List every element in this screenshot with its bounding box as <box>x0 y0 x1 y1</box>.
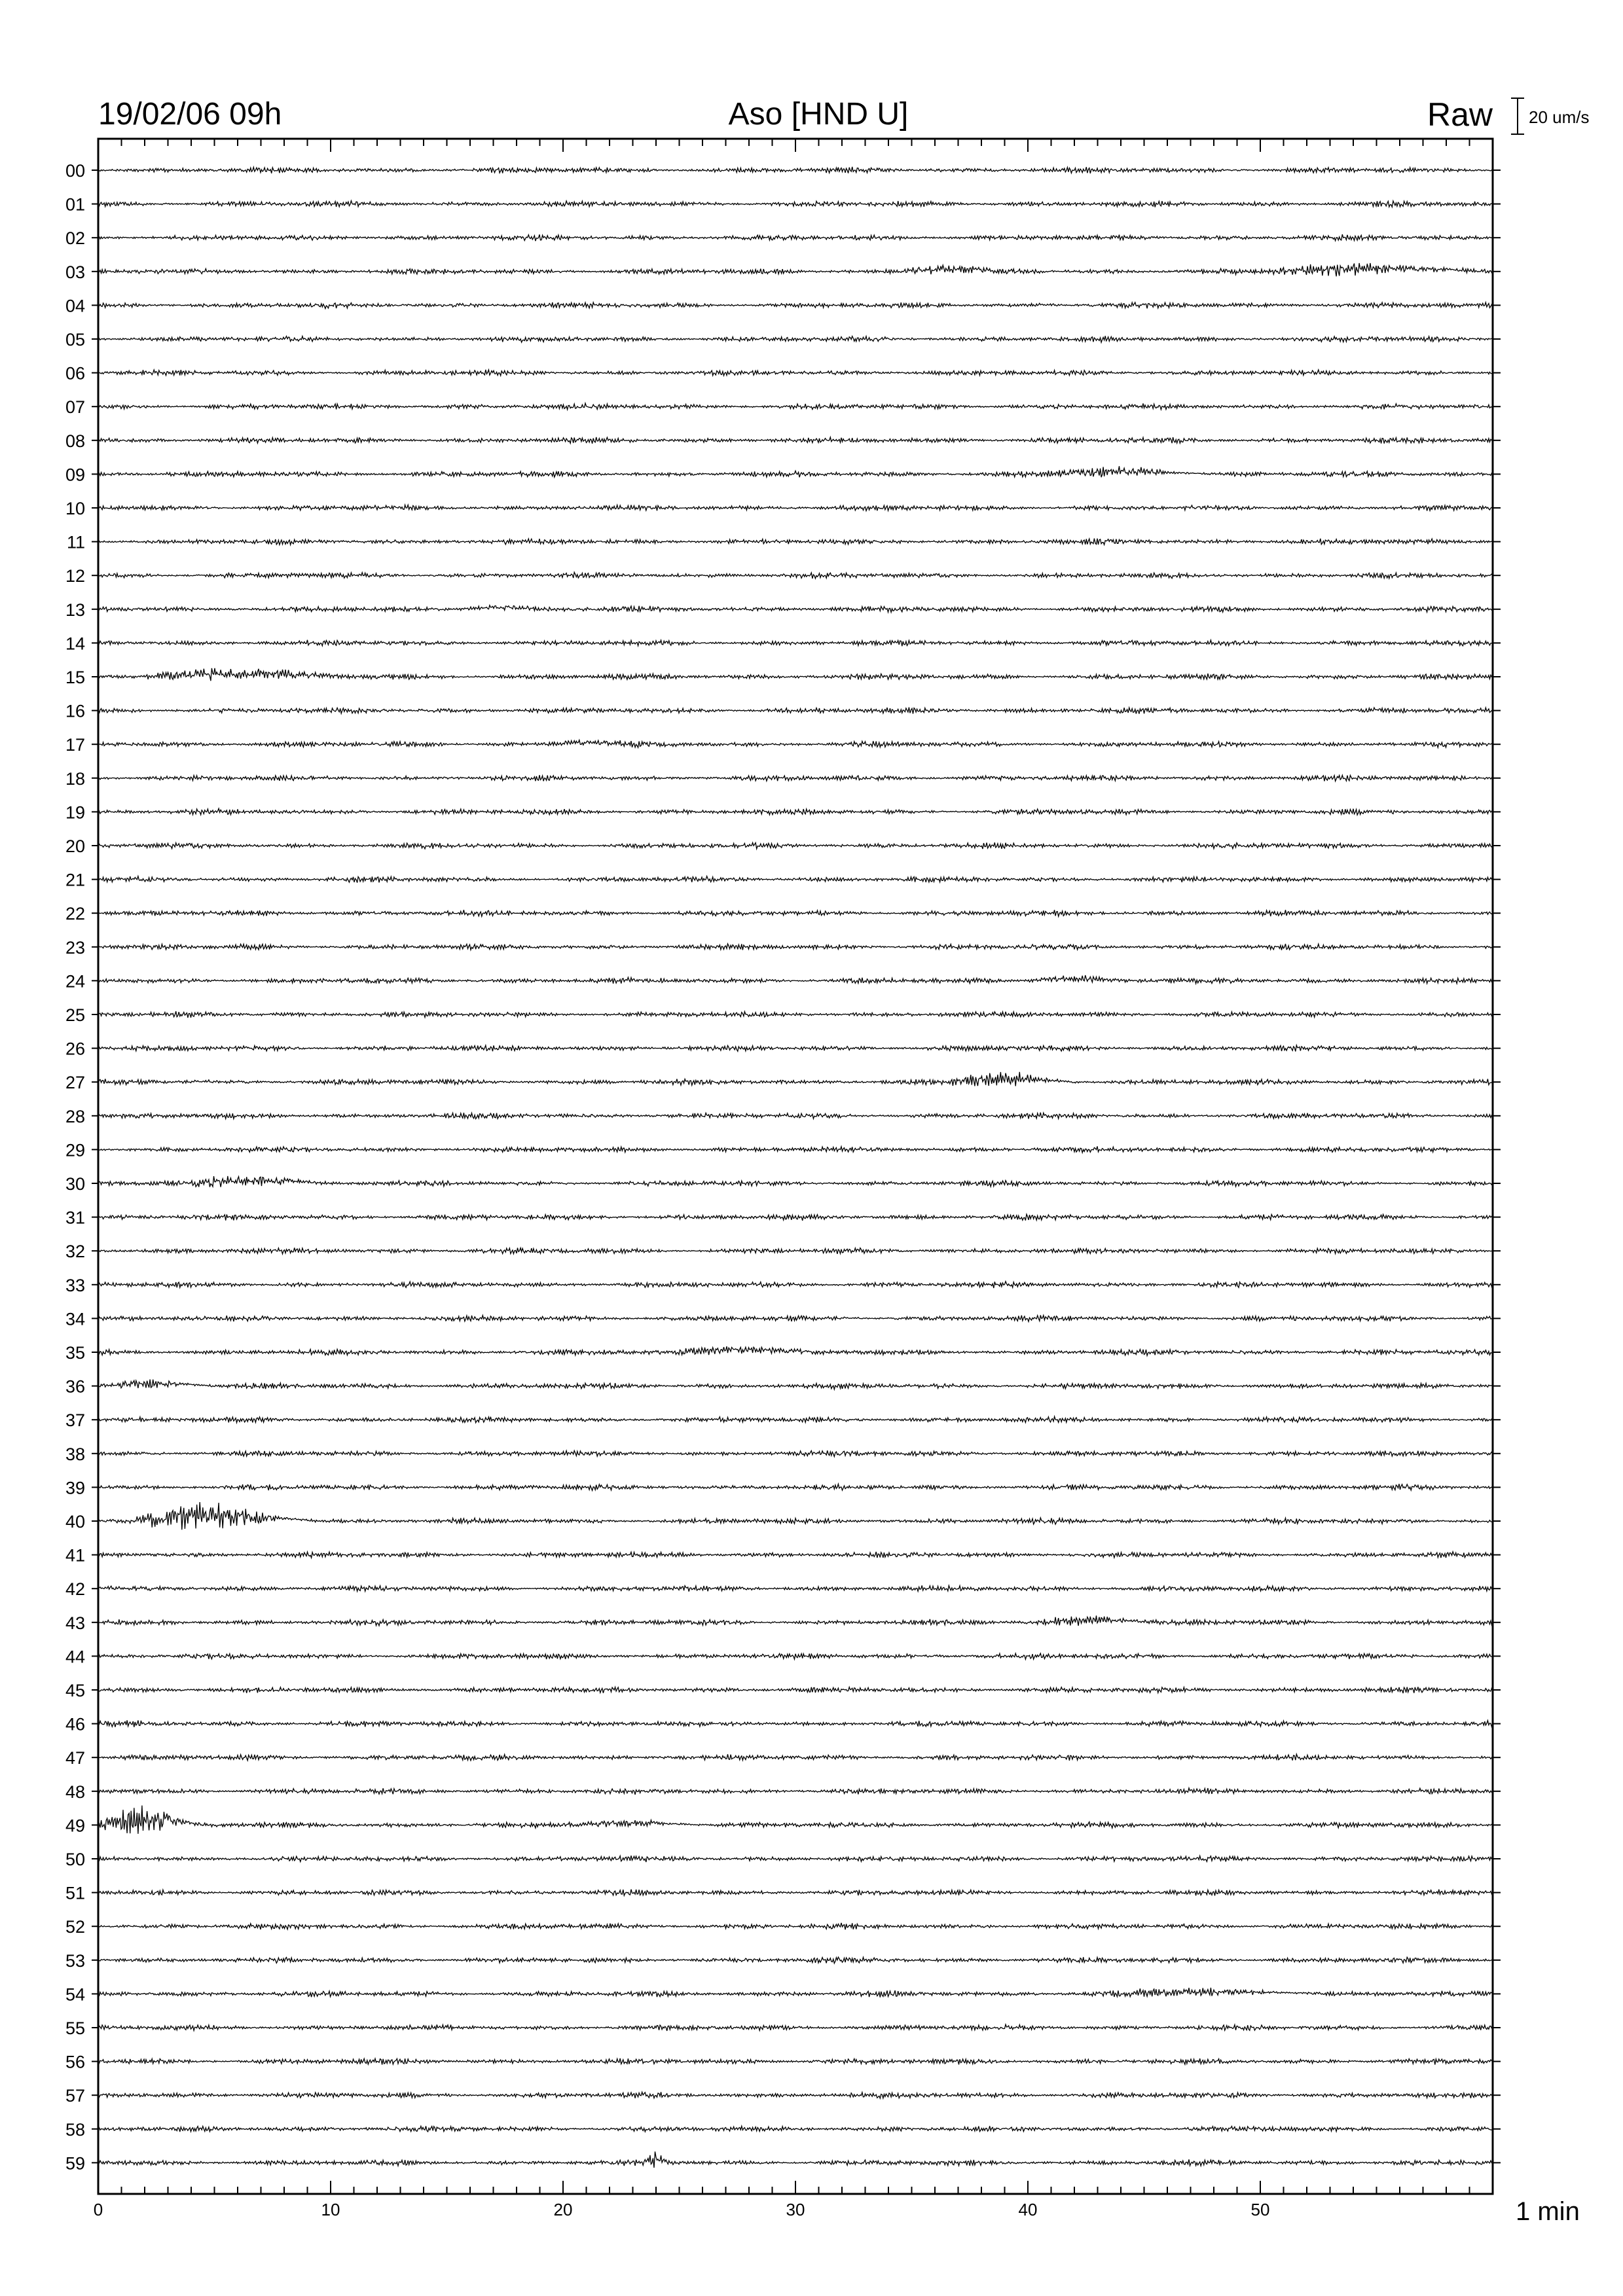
trace-line <box>98 2058 1493 2065</box>
row-label: 15 <box>65 668 85 687</box>
trace-line <box>98 2151 1493 2168</box>
row-label: 14 <box>65 634 85 654</box>
trace-line <box>98 842 1493 849</box>
trace-line <box>98 1502 1493 1530</box>
trace-line <box>98 910 1493 916</box>
row-label: 47 <box>65 1748 85 1768</box>
row-label: 35 <box>65 1343 85 1363</box>
x-tick-label: 40 <box>1018 2200 1038 2219</box>
trace-line <box>98 1687 1493 1693</box>
row-label: 28 <box>65 1106 85 1126</box>
row-label: 58 <box>65 2119 85 2140</box>
trace-line <box>98 975 1493 984</box>
trace-line <box>98 1653 1493 1659</box>
row-label: 30 <box>65 1174 85 1194</box>
trace-line <box>98 1484 1493 1490</box>
trace-line <box>98 336 1493 342</box>
row-label: 56 <box>65 2052 85 2072</box>
trace-line <box>98 1890 1493 1896</box>
row-label: 59 <box>65 2153 85 2174</box>
row-label: 37 <box>65 1410 85 1431</box>
header-datetime: 19/02/06 09h <box>98 97 282 132</box>
row-label: 00 <box>65 161 85 181</box>
row-label: 22 <box>65 904 85 924</box>
trace-line <box>98 1923 1493 1929</box>
trace-line <box>98 808 1493 815</box>
trace-line <box>98 1450 1493 1456</box>
header-station-title: Aso [HND U] <box>728 97 909 132</box>
trace-line <box>98 2126 1493 2132</box>
row-label: 27 <box>65 1073 85 1093</box>
trace-line <box>98 944 1493 950</box>
trace-line <box>98 1754 1493 1761</box>
row-label: 08 <box>65 431 85 451</box>
trace-line <box>98 1585 1493 1591</box>
trace-line <box>98 167 1493 173</box>
row-label: 04 <box>65 296 85 316</box>
trace-line <box>98 302 1493 309</box>
trace-line <box>98 201 1493 207</box>
trace-line <box>98 1247 1493 1254</box>
trace-line <box>98 1957 1493 1964</box>
row-label: 03 <box>65 262 85 282</box>
row-label: 01 <box>65 194 85 215</box>
trace-line <box>98 466 1493 477</box>
row-label: 54 <box>65 1984 85 2005</box>
row-label: 16 <box>65 701 85 721</box>
trace-line <box>98 1988 1493 1998</box>
trace-line <box>98 437 1493 444</box>
seismic-traces <box>98 167 1493 2168</box>
trace-line <box>98 1146 1493 1153</box>
trace-line <box>98 1214 1493 1221</box>
trace-line <box>98 740 1493 748</box>
row-label: 41 <box>65 1545 85 1566</box>
row-label: 38 <box>65 1444 85 1464</box>
row-label: 06 <box>65 363 85 384</box>
trace-line <box>98 370 1493 376</box>
row-label: 55 <box>65 2018 85 2038</box>
row-label: 40 <box>65 1512 85 1532</box>
row-label: 10 <box>65 499 85 518</box>
amplitude-scale-label: 20 um/s <box>1529 107 1590 127</box>
row-label: 13 <box>65 600 85 620</box>
row-label: 33 <box>65 1275 85 1295</box>
time-axis-ticks <box>98 139 1493 2194</box>
amplitude-scale-bar <box>1511 98 1524 134</box>
trace-line <box>98 505 1493 511</box>
trace-line <box>98 1011 1493 1018</box>
x-tick-label: 50 <box>1250 2200 1270 2219</box>
x-tick-label: 10 <box>321 2200 340 2219</box>
row-label: 12 <box>65 566 85 586</box>
trace-line <box>98 876 1493 883</box>
row-label: 45 <box>65 1681 85 1700</box>
trace-line <box>98 1720 1493 1727</box>
row-label: 43 <box>65 1613 85 1633</box>
row-label: 26 <box>65 1039 85 1059</box>
trace-line <box>98 2024 1493 2031</box>
row-label: 05 <box>65 330 85 350</box>
row-label: 21 <box>65 870 85 890</box>
row-label: 42 <box>65 1579 85 1600</box>
row-label: 32 <box>65 1242 85 1262</box>
row-label: 50 <box>65 1850 85 1869</box>
trace-line <box>98 1316 1493 1322</box>
time-axis-labels <box>94 2200 1270 2219</box>
row-label: 51 <box>65 1883 85 1903</box>
row-label: 29 <box>65 1140 85 1160</box>
row-label: 48 <box>65 1782 85 1802</box>
x-tick-label: 30 <box>786 2200 805 2219</box>
minute-row-labels <box>65 161 1501 2173</box>
trace-line <box>98 1380 1493 1390</box>
row-label: 25 <box>65 1005 85 1025</box>
row-label: 34 <box>65 1309 85 1329</box>
trace-line <box>98 1416 1493 1423</box>
row-label: 09 <box>65 465 85 485</box>
row-label: 36 <box>65 1376 85 1397</box>
row-label: 24 <box>65 971 85 992</box>
row-label: 23 <box>65 937 85 958</box>
row-label: 02 <box>65 228 85 249</box>
plot-frame <box>98 139 1493 2194</box>
trace-line <box>98 1072 1493 1086</box>
row-label: 11 <box>66 532 85 552</box>
row-label: 31 <box>65 1208 85 1228</box>
row-label: 17 <box>65 735 85 755</box>
trace-line <box>98 668 1493 681</box>
trace-line <box>98 1552 1493 1558</box>
trace-line <box>98 1282 1493 1288</box>
row-label: 46 <box>65 1714 85 1734</box>
trace-line <box>98 1856 1493 1862</box>
row-label: 18 <box>65 768 85 789</box>
row-label: 52 <box>65 1917 85 1937</box>
trace-line <box>98 1346 1493 1355</box>
trace-line <box>98 234 1493 241</box>
trace-line <box>98 2092 1493 2098</box>
trace-line <box>98 539 1493 545</box>
row-label: 20 <box>65 836 85 856</box>
trace-line <box>98 775 1493 781</box>
header-mode: Raw <box>1427 96 1493 133</box>
row-label: 57 <box>65 2086 85 2106</box>
trace-line <box>98 1806 1493 1834</box>
row-label: 44 <box>65 1647 85 1667</box>
x-tick-label: 0 <box>93 2200 103 2219</box>
trace-line <box>98 1113 1493 1119</box>
row-label: 07 <box>65 397 85 418</box>
trace-line <box>98 1176 1493 1187</box>
row-label: 53 <box>65 1950 85 1971</box>
row-label: 19 <box>65 802 85 823</box>
trace-line <box>98 1045 1493 1052</box>
trace-line <box>98 403 1493 410</box>
row-label: 39 <box>65 1478 85 1498</box>
row-label: 49 <box>65 1816 85 1836</box>
trace-line <box>98 572 1493 579</box>
trace-line <box>98 1616 1493 1626</box>
time-unit-label: 1 min <box>1516 2197 1580 2226</box>
trace-line <box>98 640 1493 647</box>
x-tick-label: 20 <box>553 2200 573 2219</box>
trace-line <box>98 263 1493 276</box>
trace-line <box>98 605 1493 613</box>
trace-line <box>98 1788 1493 1795</box>
trace-line <box>98 708 1493 714</box>
